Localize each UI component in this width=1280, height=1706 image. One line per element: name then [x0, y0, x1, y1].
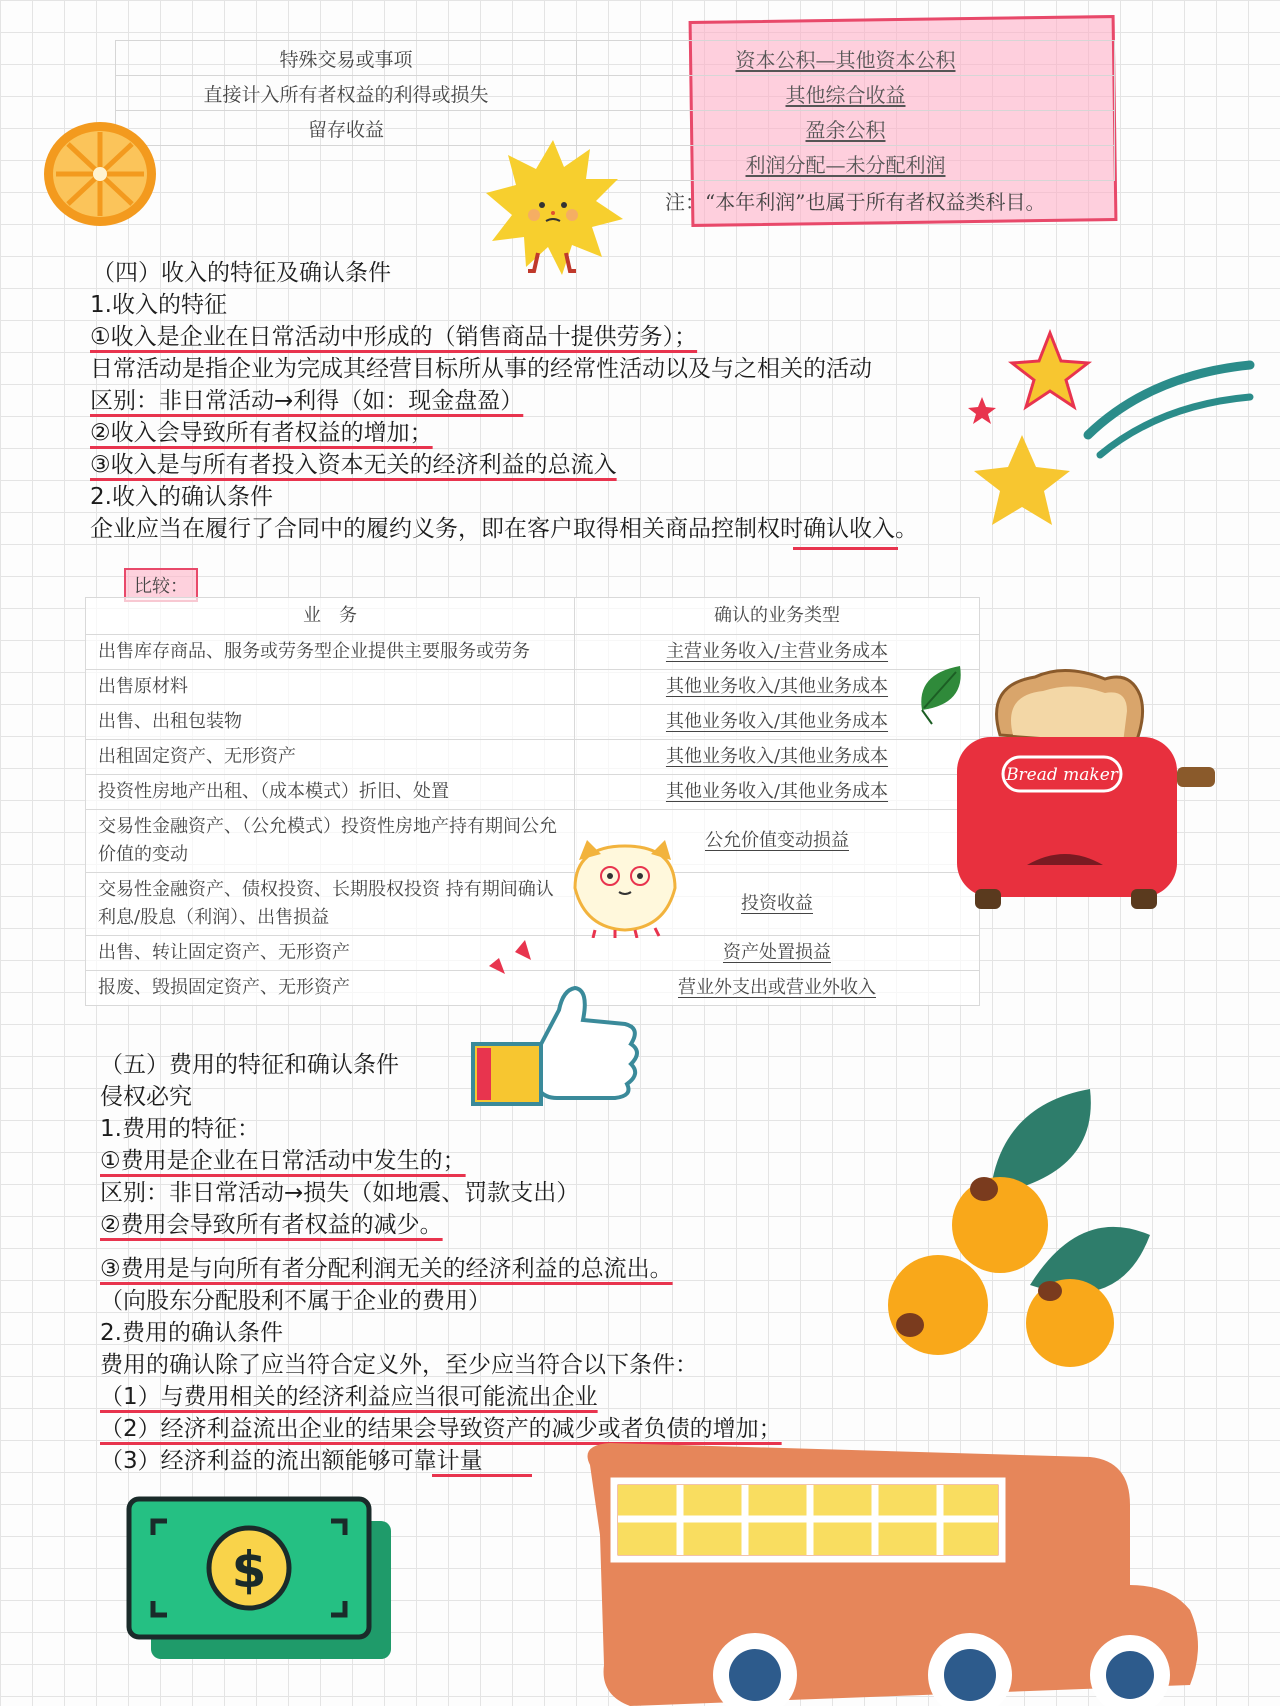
- compare-tag: 比较：: [124, 568, 198, 602]
- revenue-sub2: 2.收入的确认条件: [90, 484, 273, 510]
- table-row: [86, 740, 980, 775]
- underline-mark: [432, 1474, 532, 1477]
- table-row: [86, 775, 980, 810]
- expense-p9: （3）经济利益的流出额能够可靠计量: [100, 1448, 483, 1474]
- orange-slice-icon: [40, 118, 160, 230]
- equity-item: 特殊交易或事项: [116, 41, 577, 76]
- table-row: [86, 670, 980, 705]
- header-type: 确认的业务类型: [575, 598, 980, 635]
- expense-p1: ①费用是企业在日常活动中发生的；: [100, 1148, 466, 1174]
- expense-sub2: 2.费用的确认条件: [100, 1320, 283, 1346]
- bus-icon: [570, 1435, 1210, 1706]
- watermark-text: 侵权必究: [100, 1084, 192, 1110]
- equity-note: 注：“本年利润”也属于所有者权益类科目。: [665, 190, 1046, 214]
- table-row: [86, 810, 980, 873]
- revenue-p3: 区别：非日常活动→利得（如：现金盘盈）: [90, 388, 524, 414]
- expense-p5: （向股东分配股利不属于企业的费用）: [100, 1288, 491, 1314]
- revenue-p6: 企业应当在履行了合同中的履约义务，即在客户取得相关商品控制权时确认收入。: [90, 516, 918, 542]
- cat-character-icon: [565, 838, 685, 938]
- table-row: [86, 635, 980, 670]
- equity-account: 盈余公积: [805, 117, 886, 142]
- expense-heading: （五）费用的特征和确认条件: [100, 1052, 399, 1078]
- revenue-p5: ③收入是与所有者投入资本无关的经济利益的总流入: [90, 452, 617, 478]
- sun-character-icon: [478, 135, 628, 285]
- equity-item: 留存收益: [116, 111, 577, 146]
- bread-maker-icon: [955, 665, 1220, 915]
- business-cell: 投资性房地产出租、（成本模式）折旧、处置: [86, 775, 575, 810]
- expense-p7: （1）与费用相关的经济利益应当很可能流出企业: [100, 1384, 598, 1410]
- money-bill-icon: [125, 1495, 395, 1665]
- oranges-icon: [880, 1085, 1160, 1375]
- stars-decoration-icon: [960, 325, 1260, 535]
- table-row: [86, 705, 980, 740]
- business-cell: 交易性金融资产、债权投资、长期股权投资 持有期间确认利息/股息（利润）、出售损益: [86, 873, 575, 936]
- table-row: [86, 873, 980, 936]
- type-cell: 资产处置损益: [575, 936, 980, 971]
- expense-sub1: 1.费用的特征：: [100, 1116, 260, 1142]
- header-business: 业 务: [86, 598, 575, 635]
- type-cell: 其他业务收入/其他业务成本: [575, 740, 980, 775]
- revenue-p2: 日常活动是指企业为完成其经营目标所从事的经常性活动以及与之相关的活动: [90, 356, 872, 382]
- business-cell: 报废、毁损固定资产、无形资产: [86, 971, 575, 1006]
- table-header-row: [86, 598, 980, 635]
- table-row: [116, 76, 1115, 111]
- underline-mark: [793, 547, 898, 550]
- type-cell: 主营业务收入/主营业务成本: [575, 635, 980, 670]
- business-cell: 出售、转让固定资产、无形资产: [86, 936, 575, 971]
- expense-p6: 费用的确认除了应当符合定义外，至少应当符合以下条件：: [100, 1352, 698, 1378]
- thumbs-up-icon: [465, 940, 645, 1140]
- revenue-p1: ①收入是企业在日常活动中形成的（销售商品十提供劳务）；: [90, 324, 698, 350]
- expense-p4: ③费用是与向所有者分配利润无关的经济利益的总流出。: [100, 1256, 673, 1282]
- type-cell: 公允价值变动损益: [575, 810, 980, 873]
- business-cell: 出租固定资产、无形资产: [86, 740, 575, 775]
- expense-p8: （2）经济利益流出企业的结果会导致资产的减少或者负债的增加；: [100, 1416, 782, 1442]
- business-cell: 出售、出租包装物: [86, 705, 575, 740]
- expense-p2: 区别：非日常活动→损失（如地震、罚款支出）: [100, 1180, 580, 1206]
- dollar-sign: $: [231, 1541, 267, 1599]
- equity-account: 其他综合收益: [785, 82, 906, 107]
- equity-account: 利润分配—未分配利润: [745, 152, 946, 177]
- type-cell: 投资收益: [575, 873, 980, 936]
- type-cell: 其他业务收入/其他业务成本: [575, 705, 980, 740]
- type-cell: 营业外支出或营业外收入: [575, 971, 980, 1006]
- equity-item: 直接计入所有者权益的利得或损失: [116, 76, 577, 111]
- expense-p3: ②费用会导致所有者权益的减少。: [100, 1212, 443, 1238]
- business-cell: 交易性金融资产、（公允模式）投资性房地产持有期间公允价值的变动: [86, 810, 575, 873]
- revenue-heading: （四）收入的特征及确认条件: [92, 260, 391, 286]
- table-row: [116, 41, 1115, 76]
- revenue-p4: ②收入会导致所有者权益的增加；: [90, 420, 433, 446]
- business-cell: 出售原材料: [86, 670, 575, 705]
- business-cell: 出售库存商品、服务或劳务型企业提供主要服务或劳务: [86, 635, 575, 670]
- type-cell: 其他业务收入/其他业务成本: [575, 775, 980, 810]
- bread-maker-label: Bread maker: [1006, 765, 1118, 785]
- revenue-sub1: 1.收入的特征: [90, 292, 227, 318]
- equity-account: 资本公积—其他资本公积: [735, 47, 956, 72]
- type-cell: 其他业务收入/其他业务成本: [575, 670, 980, 705]
